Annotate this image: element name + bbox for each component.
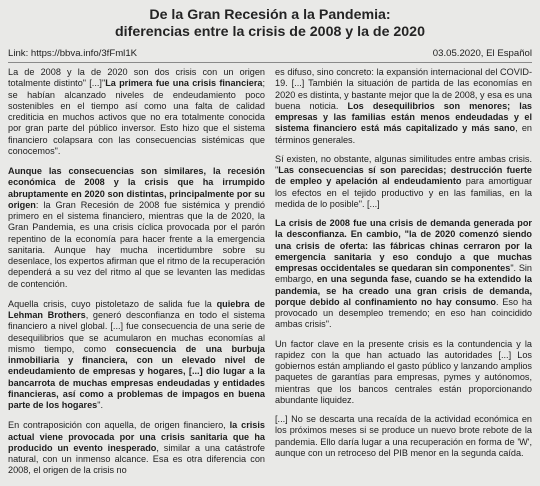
paragraph [8,166,265,290]
paragraph [275,414,532,459]
bold-text-run: Los desequilibrios son menores; las empresas y las familias están menos endeudadas y el sistema financiero está más capitalizado y más sano [275,100,532,134]
text-run: , similar a una catástrofe natural, con un inmenso alcance. Esa es otra diferencia con 2008, el origen de la crisis no [8,442,266,476]
paragraph [275,218,532,331]
paragraph [8,299,265,412]
title-line-1: De la Gran Recesión a la Pandemia: [149,7,391,23]
bold-text-run: Las consecuencias sí son parecidas; destrucción fuerte de empleo y apelación al endeudamiento [275,165,532,187]
text-run: para amortiguar los efectos en el tejido productivo y en las familias, en la medida de lo posible". [...] [275,176,532,209]
article-body [8,67,532,486]
paragraph [275,339,532,407]
text-run: ". [97,400,104,410]
paragraph [8,67,265,157]
text-run: es difuso, sino concreto: la expansión internacional del COVID-19. [...] También la situación de partida de las economías en 2020 es distinta, y bastante mejor que la de 2008, y esa es una buena noticia. [275,67,532,111]
text-run: , generó desconfianza en todo el sistema financiero a nivel global. [...] fue consecuencia de una serie de desequilibrios que se acumularon en muchas economías al mismo tiempo, como [8,310,265,354]
text-run: La de 2008 y la de 2020 son dos crisis con un origen totalmente distinto" [...]" [8,67,265,89]
text-run: . Eso ha provocado un desempleo tremendo; en eso han coincidido ambas crisis". [275,296,532,330]
bold-text-run: en una segunda fase, cuando se ha extendido la pandemia, se ha creado una gran crisis de demanda, porque debido al confinamiento no hay consumo [275,274,532,307]
article-meta [8,48,532,63]
text-run: Aquella crisis, cuyo pistoletazo de salida fue la [8,298,217,309]
bold-text-run: Aunque las consecuencias son similares, la recesión económica de 2008 y la crisis que ha irrumpido abruptamente en 2020 son distintas, principalmente por su origen [8,166,265,210]
text-run: ; se habían alcanzado niveles de endeudamiento poco sostenibles en el tiempo así como una falta de calidad crediticia en muchos activos que no era totalmente conocida por gran parte del público inversor. Esto hizo que el sistema financiero colapsara con las consecuencias sistémicas que conocemos". [8,78,265,156]
text-run: Un factor clave en la presente crisis es la contundencia y la rapidez con la que han actuado las autoridades [...] Los gobiernos están ampliando el gasto público y lanzando amplios paquetes de garantías para empresas, pymes y autónomos, mientras que los bancos centrales están proporcionando abundante liquidez. [275,338,532,405]
text-run: : la Gran Recesión de 2008 fue sistémica y prendió primero en el sistema financiero, mientras que la de 2020, la Gran Pandemia, es una crisis cíclica provocada por el parón repentino de la economía para hacer frente a la emergencia sanitaria. Aunque hay mucha incertidumbre sobre su desenlace, los expertos afirman que el ritmo de la recuperación dependerá a su vez del ritmo al que se levanten las medidas de contención. [8,199,265,289]
right-column [275,67,532,486]
text-run: Sí existen, no obstante, algunas similitudes entre ambas crisis. " [275,153,532,175]
bold-text-run: quiebra de Lehman Brothers [8,298,265,320]
text-run: , en términos generales. [275,123,532,145]
article-title [8,7,532,41]
left-column [8,67,265,486]
source-link[interactable]: Link: https://bbva.info/3fFml1K [8,48,138,59]
bold-text-run: La primera fue una crisis financiera [105,78,263,89]
paragraph [275,67,532,146]
title-line-2: diferencias entre la crisis de 2008 y la de 2020 [115,24,425,40]
text-run: ". Sin embargo, [275,263,533,285]
date-source: 03.05.2020, El Español [432,48,532,59]
paragraph [275,154,532,210]
paragraph [8,420,265,476]
bold-text-run: la crisis actual viene provocada por una crisis sanitaria que ha producido un evento inesperado [8,420,265,453]
text-run: [...] No se descarta una recaída de la actividad económica en los próximos meses si se produce un nuevo brote rebote de la pandemia. Ello daría lugar a una recuperación en forma de 'W', aunque con un retroceso del PIB menor en la segunda caída. [275,414,532,458]
bold-text-run: La crisis de 2008 fue una crisis de demanda generada por la desconfianza. En cambio, "la de 2020 comenzó siendo una crisis de oferta: las fábricas chinas cerraron por la emergencia sanitaria y eso condujo a que muchas empresas occidentales se quedaran sin componentes [275,218,532,273]
bold-text-run: consecuencia de una burbuja inmobiliaria y financiera, con un elevado nivel de endeudamiento de empresas y hogares, [...] dio lugar a la bancarrota de muchas empresas endeudadas y entidades financieras, así como a problemas de impagos en buena parte de los hogares [8,343,265,410]
text-run: En contraposición con aquella, de origen financiero, [8,420,230,431]
